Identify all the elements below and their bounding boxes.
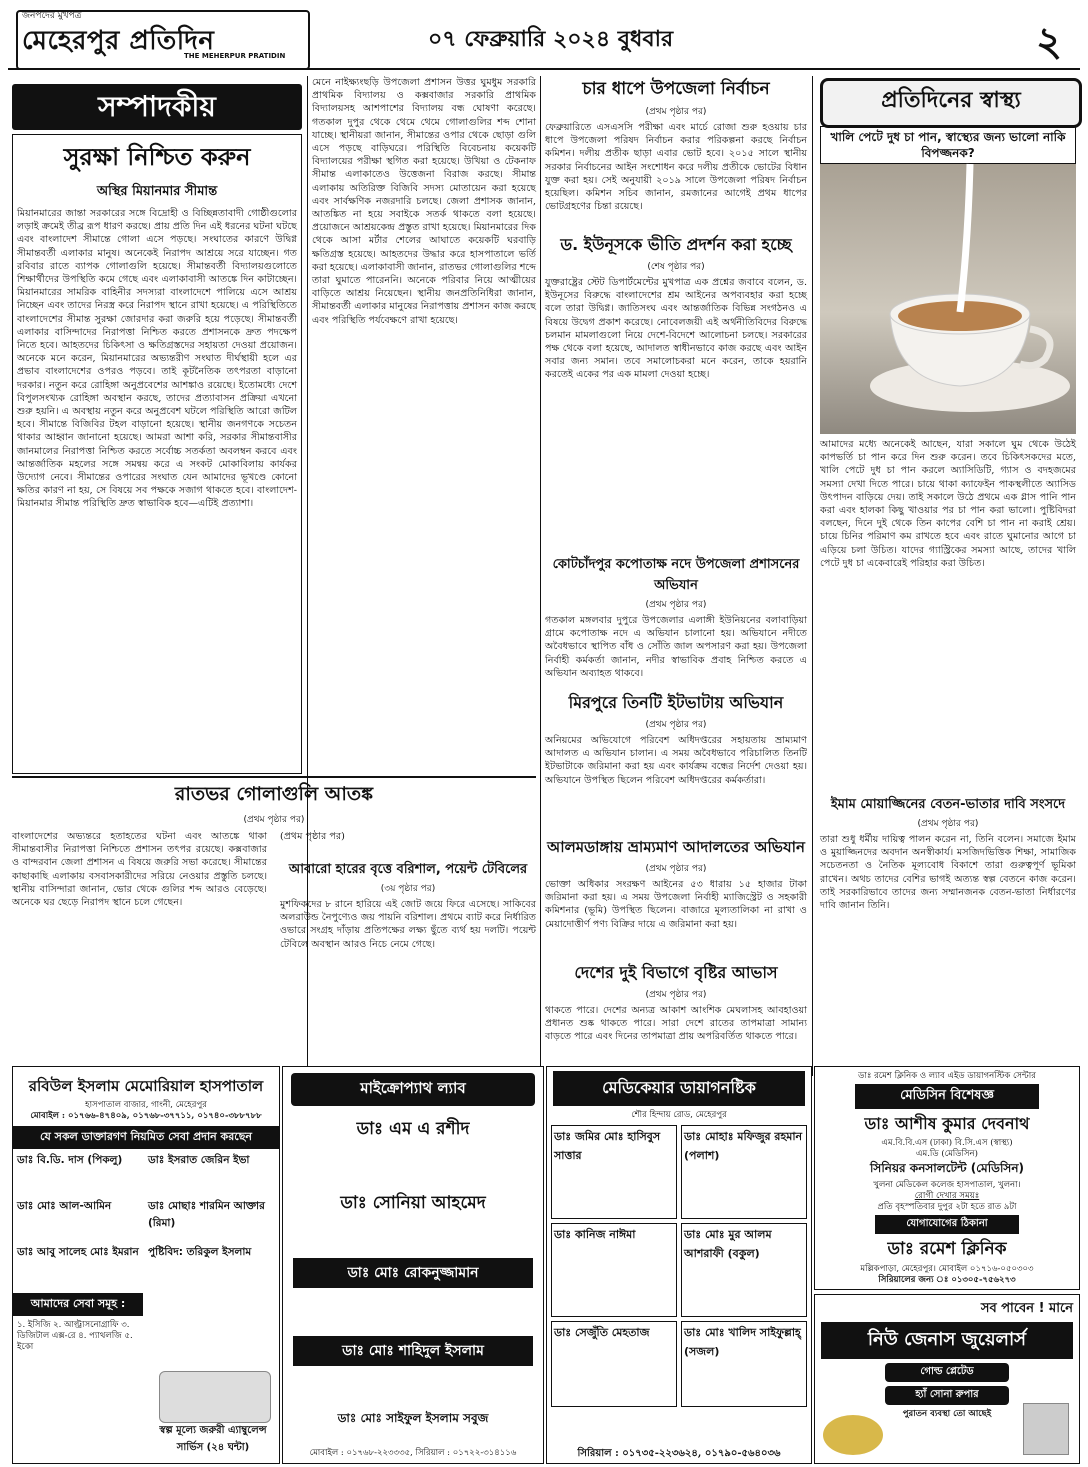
doctor-name: ডাঃ মোছাঃ শারমিন আক্তার (রিমা) [148, 1200, 265, 1229]
doctor-name: ডাঃ মোঃ মুর আলম আশরাফী (বকুল) [681, 1223, 807, 1317]
doctor-degree-2: এম.ডি (মেডিসিন) [916, 1149, 978, 1159]
masthead-tagline: জনপদের মুখপত্র [22, 11, 82, 21]
article-rain [545, 960, 807, 1060]
health-article [820, 438, 1076, 688]
ad-top: ডাঃ রমেশ ক্লিনিক ও ল্যাব এইড ডায়াগনস্টিক সেন্টার [858, 1071, 1036, 1081]
article-headline: ড. ইউনূসকে ভীতি প্রদর্শন করা হচ্ছে [560, 235, 792, 254]
ad-serial: সিরিয়াল : ০১৭৩৫-২২৩৬২৪, ০১৭৯০-৫৬৪০৩৬ [577, 1448, 781, 1459]
article-alamdanga [545, 836, 807, 956]
health-headline-box [820, 126, 1076, 164]
ad-phone: মোবাইল : ০১৭৬৬-৪৭৪০৯, ০১৭৬৮-৩৭৭১১, ০১৭৪০-৩৮৮৭৮৮ [30, 1111, 262, 1121]
doctor-name: ডাঃ এম এ রশীদ [356, 1119, 470, 1139]
health-body: আমাদের মধ্যে অনেকেই আছেন, যারা সকালে ঘুম থেকে উঠেই কাপভর্তি চা পান করে দিন শুরু করেন। তবে চিকিৎসকদের মতে, খালি পেটে দুধ চা পান করলে অ্যাসিডিটি, গ্যাস ও বদহজমের সমস্যা দেখা দিতে পারে। চায়ে থাকা ক্যাফেইন পাকস্থলীতে অ্যাসিড উৎপাদন বাড়িয়ে দেয়। তাই সকালে উঠে প্রথমে এক গ্লাস পানি পান করা এবং হালকা কিছু খাওয়ার পর চা পান করা ভালো। পুষ্টিবিদরা বলছেন, দিনে দুই থেকে তিন কাপের বেশি চা পান না করাই শ্রেয়। চায়ে চিনির পরিমাণ কম রাখতে হবে এবং রাতে ঘুমানোর আগে চা এড়িয়ে চলা উচিত। যাদের গ্যাস্ট্রিকের সমস্যা আছে, তাদের খালি পেটে দুধ চা একেবারেই পরিহার করা উচিত। [820, 439, 1076, 569]
ad-ramesh-clinic [814, 1066, 1080, 1290]
masthead [8, 6, 1080, 70]
article-mirpur [545, 690, 807, 830]
speciality: মেডিসিন বিশেষজ্ঞ [855, 1084, 1039, 1109]
ad-line: গোল্ড প্লেটেড [885, 1363, 1009, 1382]
jeweller-name: নিউ জেনাস জুয়েলার্স [821, 1322, 1073, 1359]
doctor-name: ডাঃ সোনিয়া আহমেদ [340, 1193, 486, 1213]
contact-label: যোগাযোগের ঠিকানা [875, 1215, 1019, 1234]
article-headline: আবারো হারের বৃত্তে বরিশাল, পয়েন্ট টেবিলের [288, 862, 528, 877]
services-list: ১. ইসিজি ২. আল্ট্রাসনোগ্রাফি ৩. ডিজিটাল এক্স-রে ৪. প্যাথলজি ৫. ইকো [17, 1320, 133, 1352]
article-continuation: (প্রথম পৃষ্ঠার পর) [645, 600, 707, 610]
editorial-subhead: অস্থির মিয়ানমার সীমান্ত [96, 184, 218, 199]
editorial-headline: সুরক্ষা নিশ্চিত করুন [63, 143, 251, 171]
article-continuation: (৩য় পৃষ্ঠার পর) [380, 884, 436, 894]
doctor-title: সিনিয়র কনসালটেন্ট (মেডিসিন) [870, 1161, 1024, 1175]
ad-line: পুরাতন ব্যবস্থা তো আছেই [902, 1409, 992, 1419]
doctor-name: ডাঃ মোঃ আল-আমিন [17, 1200, 112, 1212]
ad-tagline: সব পাবেন ! মানে [980, 1301, 1073, 1316]
article-continuation: (প্রথম পৃষ্ঠার পর) [243, 815, 305, 825]
news-column-2 [312, 76, 536, 776]
article-body: অনিয়মের অভিযোগে পরিবেশ অধিদপ্তরের সহায়তায় ভ্রাম্যমাণ আদালত এ অভিযান চালান। এ সময় অবৈধভাবে পরিচালিত তিনটি ইটভাটাকে জরিমানা করা হয় এবং কার্যক্রম বন্ধের নির্দেশ দেওয়া হয়। অভিযানে উপস্থিত ছিলেন পরিবেশ অধিদপ্তরের কর্মকর্তারা। [545, 735, 807, 786]
article-continuation: (প্রথম পৃষ্ঠার পর) [917, 819, 979, 829]
masthead-title: মেহেরপুর প্রতিদিন [22, 26, 215, 56]
article-continuation: (প্রথম পৃষ্ঠার পর) [645, 990, 707, 1000]
editorial-box [12, 134, 302, 774]
article-body: মুশফিকদের ৮ রানে হারিয়ে এই জোট জয়ে ফিরে এসেছে। সাকিবের অলরাউন্ড নৈপুণ্যেও জয় পায়নি বরিশাল। প্রথমে ব্যাট করে নির্ধারিত ওভারে সংগ্রহ দাঁড়ায় প্রতিপক্ষের লক্ষ্য ছুঁতে ব্যর্থ হয় দলটি। পয়েন্ট টেবিলে অবস্থান আরও নিচে নেমে গেছে। [280, 899, 536, 950]
doctor-name: ডাঃ মোহাঃ মফিজুর রহমান (পলাশ) [681, 1125, 807, 1219]
article-headline: চার ধাপে উপজেলা নির্বাচন [582, 79, 770, 99]
article-continuation: (প্রথম পৃষ্ঠার পর) [645, 864, 707, 874]
ad-address: শৌর হিন্দায় রোড, মেহেরপুর [631, 1110, 727, 1120]
ad-notice: যে সকল ডাক্তারগণ নিয়মিত সেবা প্রদান করছেন [13, 1126, 279, 1149]
ad-title: মেডিকেয়ার ডায়াগনষ্টিক [553, 1071, 805, 1106]
ambulance-service: স্বল্প মূল্যে জরুরী এ্যাম্বুলেন্স সার্ভিস (২৪ ঘন্টা) [159, 1425, 267, 1453]
doctor-name: ডাঃ বি.ডি. দাস (পিকলু) [17, 1154, 123, 1166]
visiting-time: প্রতি বৃহস্পতিবার দুপুর ২টা হতে রাত ৯টা [877, 1202, 1017, 1212]
doctor-name: ডাঃ মোঃ শাহিদুল ইসলাম [293, 1336, 533, 1366]
column-rule [540, 76, 541, 1076]
jewellery-icon [823, 1415, 883, 1455]
ad-title: মাইক্রোপ্যাথ ল্যাব [291, 1073, 535, 1106]
issue-date: ০৭ ফেব্রুয়ারি ২০২৪ বুধবার [428, 27, 674, 52]
doctor-name: ডাঃ মোঃ খালিদ সাইফুল্লাহ্ (সজল) [681, 1321, 807, 1407]
doctor-name: ডাঃ ইসরাত জেরিন ইভা [148, 1154, 250, 1166]
article-kopotakkho [545, 555, 807, 685]
time-label: রোগী দেখার সময়ঃ [914, 1191, 980, 1201]
article-body: ফেব্রুয়ারিতে এসএসসি পরীক্ষা এবং মার্চে রোজা শুরু হওয়ায় চার ধাপে উপজেলা পরিষদ নির্বাচন করার পরিকল্পনা করছে নির্বাচন কমিশন। দলীয় প্রতীক ছাড়া এবার ভোট হবে। ২০১৫ সালে স্থানীয় সরকার নির্বাচনের আইন সংশোধন করে দলীয় প্রতীকে ভোটের বিধান যুক্ত করা হয়। সেই অনুযায়ী ২০১৯ সালে উপজেলা পরিষদ নির্বাচন হয়েছিল। কমিশন সচিব জানান, রমজানের আগেই প্রথম ধাপের ভোটগ্রহণের চিন্তা রয়েছে। [545, 122, 807, 213]
article-barishal [280, 860, 536, 1060]
doctor-name: ডাঃ আশীষ কুমার দেবনাথ [864, 1114, 1030, 1133]
clinic-address: মল্লিকপাড়া, মেহেরপুর। মোবাইল ০১৭১৬-০৫০৩০৩ [860, 1264, 1034, 1274]
article-headline: আলমডাঙ্গায় ভ্রাম্যমাণ আদালতের অভিযান [547, 838, 805, 856]
ad-address: হাসপাতাল বাজার, গাংনী, মেহেরপুর [85, 1100, 207, 1110]
doctor-name: ডাঃ মোঃ রোকনুজ্জামান [293, 1258, 533, 1288]
article-body: থাকতে পারে। দেশের অন্যত্র আকাশ আংশিক মেঘলাসহ আবহাওয়া প্রধানত শুষ্ক থাকতে পারে। সারা দেশে রাতের তাপমাত্রা সামান্য বাড়তে পারে এবং দিনের তাপমাত্রা প্রায় অপরিবর্তিত থাকতে পারে। [545, 1005, 807, 1043]
article-yunus [545, 232, 807, 550]
clinic-serial: সিরিয়ালের জন্য ঃ ০১৩০৫-৭৫৬২৭৩ [878, 1275, 1016, 1285]
tea-cup-illustration [820, 164, 1076, 434]
ambulance-icon [159, 1371, 271, 1423]
article-imam [820, 795, 1076, 1035]
doctor-name: ডাঃ মোঃ সাইফুল ইসলাম সবুজ [337, 1411, 489, 1425]
tea-cup-photo [820, 164, 1076, 434]
article-body: ভোক্তা অধিকার সংরক্ষণ আইনের ৫৩ ধারায় ১৫ হাজার টাকা জরিমানা করা হয়। এ সময় উপজেলা নির্বাহী ম্যাজিস্ট্রেট ও সহকারী কমিশনার (ভূমি) উপস্থিত ছিলেন। বাজারে মূল্যতালিকা না রাখা ও মেয়াদোত্তীর্ণ পণ্য বিক্রির দায়ে এ জরিমানা করা হয়। [545, 879, 807, 930]
article-body: (প্রথম পৃষ্ঠার পর) [280, 831, 345, 842]
article-headline: ইমাম মোয়াজ্জিনের বেতন-ভাতার দাবি সংসদে [830, 797, 1066, 812]
column-2-body: মেনে নাইক্ষ্যংছড়ি উপজেলা প্রশাসন উত্তর ঘুমধুম সরকারি প্রাথমিক বিদ্যালয় ও কক্সবাজার সরকারি প্রাথমিক বিদ্যালয়সহ আশপাশের বিদ্যালয় বন্ধ ঘোষণা করেছে। গতকাল দুপুর থেকে থেমে থেমে গোলাগুলির শব্দ শোনা যাচ্ছে। স্থানীয়রা জানান, সীমান্তের ওপার থেকে ছোড়া গুলি এসে পড়ছে বাড়িঘরে। পরিস্থিতি বিবেচনায় কয়েকটি বিদ্যালয়ের পরীক্ষা স্থগিত করা হয়েছে। উখিয়া ও টেকনাফ সীমান্ত এলাকাতেও উত্তেজনা বিরাজ করছে। সীমান্ত এলাকায় অতিরিক্ত বিজিবি সদস্য মোতায়েন করা হয়েছে এবং সার্বক্ষণিক নজরদারি চলছে। জেলা প্রশাসক জানান, আতঙ্কিত না হয়ে সবাইকে সতর্ক থাকতে বলা হয়েছে। প্রয়োজনে আশ্রয়কেন্দ্র প্রস্তুত রাখা হয়েছে। মিয়ানমারের দিক থেকে আসা মর্টার শেলের আঘাতে কয়েকটি ঘরবাড়ি ক্ষতিগ্রস্ত হয়েছে। আহতদের উদ্ধার করে হাসপাতালে ভর্তি করা হয়েছে। এলাকাবাসী জানান, রাতভর গোলাগুলির শব্দে তারা ঘুমাতে পারেননি। অনেকে পরিবার নিয়ে আত্মীয়ের বাড়িতে আশ্রয় নিয়েছেন। স্থানীয় জনপ্রতিনিধিরা জানান, সীমান্তবর্তী এলাকার মানুষের নিরাপত্তায় প্রশাসন কাজ করছে এবং পরিস্থিতি পর্যবেক্ষণে রাখা হয়েছে। [312, 77, 536, 326]
ad-micropath-lab [282, 1066, 544, 1464]
health-banner: প্রতিদিনের স্বাস্থ্য [820, 78, 1082, 128]
article-continuation: (প্রথম পৃষ্ঠার পর) [645, 107, 707, 117]
article-body: যুক্তরাষ্ট্রের স্টেট ডিপার্টমেন্টের মুখপাত্র এক প্রশ্নের জবাবে বলেন, ড. ইউনূসের বিরুদ্ধে বাংলাদেশের শ্রম আইনের অপব্যবহার করা হচ্ছে বলে তারা উদ্বিগ্ন। জাতিসংঘ এবং আন্তর্জাতিক বিভিন্ন সংগঠনও এ বিষয়ে উদ্বেগ প্রকাশ করেছে। নোবেলজয়ী এই অর্থনীতিবিদের বিরুদ্ধে চলমান মামলাগুলো নিয়ে দেশে-বিদেশে আলোচনা চলছে। সরকারের পক্ষ থেকে বলা হয়েছে, আদালত স্বাধীনভাবে কাজ করছে এবং আইন সবার জন্য সমান। তবে সমালোচকরা মনে করেন, তাকে হয়রানি করতেই একের পর এক মামলা দেওয়া হচ্ছে। [545, 277, 807, 381]
article-rateri-body-left [12, 830, 267, 1062]
clinic-name: ডাঃ রমেশ ক্লিনিক [887, 1239, 1007, 1259]
editorial-body: মিয়ানমারের জান্তা সরকারের সঙ্গে বিদ্রোহী ও বিচ্ছিন্নতাবাদী গোষ্ঠীগুলোর লড়াই ক্রমেই তীব্র রূপ ধারণ করছে। প্রায় প্রতি দিন এই ধরনের ঘটনা ঘটছে এবং বাংলাদেশ সীমান্তে গোলা এসে পড়ছে। সংঘাতের কারণে উদ্বিগ্ন সীমান্তবর্তী এলাকার মানুষ। অনেকেই নিরাপদ আশ্রয়ে সরে যাচ্ছেন। গত রবিবার রাতে ব্যাপক গোলাগুলি হয়েছে। সীমান্তবর্তী বিদ্যালয়গুলোতে শিক্ষার্থীদের উপস্থিতি কমে গেছে এবং এলাকাবাসী আতঙ্কে দিন কাটাচ্ছেন। মিয়ানমারের সামরিক বাহিনীর সদস্যরা বাংলাদেশে পালিয়ে এসে আশ্রয় নিচ্ছেন এবং তাদের নিরস্ত্র করে নিরাপদ স্থানে রাখা হয়েছে। এ পরিস্থিতিতে বাংলাদেশের সীমান্ত সুরক্ষা জোরদার করা জরুরি হয়ে পড়েছে। সীমান্তবর্তী এলাকার বাসিন্দাদের নিরাপত্তা নিশ্চিত করতে প্রশাসনকে দ্রুত পদক্ষেপ নিতে হবে। আহতদের চিকিৎসা ও ক্ষতিগ্রস্তদের সহায়তা দেওয়া প্রয়োজন। অনেকে মনে করেন, মিয়ানমারের অভ্যন্তরীণ সংঘাত দীর্ঘস্থায়ী হলে এর প্রভাব বাংলাদেশের ওপরও পড়বে। তাই কূটনৈতিক তৎপরতা বাড়ানো দরকার। নতুন করে রোহিঙ্গা অনুপ্রবেশের আশঙ্কাও রয়েছে। ইতোমধ্যে দেশে বিপুলসংখ্যক রোহিঙ্গা অবস্থান করছে, তাদের প্রত্যাবাসন প্রক্রিয়া এখনো শুরু হয়নি। এ অবস্থায় নতুন করে অনুপ্রবেশ ঘটলে পরিস্থিতি আরো জটিল হবে। সীমান্তে বিজিবির টহল বাড়ানো হয়েছে। স্থানীয় জনগণকে সচেতন থাকার আহ্বান জানানো হয়েছে। আমরা আশা করি, সরকার সীমান্তবাসীর জানমালের নিরাপত্তা নিশ্চিত করতে সর্বোচ্চ সতর্কতা অবলম্বন করবে এবং আন্তর্জাতিক মহলের সঙ্গে সমন্বয় করে এ সংকট মোকাবিলায় কার্যকর উদ্যোগ নেবে। সীমান্তের ওপারের সংঘাত যেন আমাদের ভূখণ্ডে কোনো ক্ষতির কারণ না হয়, সে বিষয়ে সব পক্ষকে সজাগ থাকতে হবে। বাংলাদেশ-মিয়ানমার সীমান্ত পরিস্থিতি দ্রুত স্বাভাবিক হবে—এটিই প্রত্যাশা। [17, 208, 297, 510]
column-rule [812, 76, 813, 1076]
ad-line: হ্যাঁ সোনা রুপার [885, 1386, 1009, 1405]
masthead-title-english: THE MEHERPUR PRATIDIN [184, 52, 286, 60]
article-continuation: (শেষ পৃষ্ঠার পর) [647, 262, 705, 272]
article-upazila [545, 76, 807, 213]
article-body: গতকাল মঙ্গলবার দুপুরে উপজেলার এলাঙ্গী ইউনিয়নের বলাবাড়িয়া গ্রামে কপোতাক্ষ নদে এ অভিযান চালানো হয়। অভিযানে নদীতে অবৈধভাবে স্থাপিত বাঁধ ও সোঁতি জাল অপসারণ করা হয়। উপজেলা নির্বাহী কর্মকর্তা জানান, নদীর স্বাভাবিক প্রবাহ নিশ্চিত করতে এ অভিযান অব্যাহত থাকবে। [545, 615, 807, 679]
article-headline: রাতভর গোলাগুলি আতঙ্ক [174, 783, 374, 805]
article-headline: মিরপুরে তিনটি ইটভাটায় অভিযান [568, 693, 784, 712]
doctor-name: ডাঃ আবু সালেহ মোঃ ইমরান [17, 1246, 139, 1258]
doctor-name: ডাঃ জমির মোঃ হাসিবুস সাত্তার [551, 1125, 677, 1219]
ad-rabiul-hospital [12, 1066, 280, 1464]
doctor-hospital: খুলনা মেডিকেল কলেজ হাসপাতাল, খুলনা। [873, 1180, 1021, 1190]
ad-medicare-diagnostic [546, 1066, 812, 1464]
doctor-degree: এম.বি.বি.এস (ঢাকা) বি.সি.এস (স্বাস্থ্য) [881, 1138, 1013, 1148]
section-rule [12, 776, 536, 778]
article-body: তারা শুধু ধর্মীয় দায়িত্ব পালন করেন না, তিনি বলেন। সমাজে ইমাম ও মুয়াজ্জিনদের অবদান অনস্বীকার্য। মসজিদভিত্তিক শিক্ষা, সামাজিক সচেতনতা ও নৈতিক মূল্যবোধ বিকাশে তারা গুরুত্বপূর্ণ ভূমিকা রাখেন। অথচ তাদের বেশির ভাগই অত্যন্ত স্বল্প বেতনে কাজ করেন। তাই সরকারিভাবে তাদের জন্য সম্মানজনক বেতন-ভাতা নির্ধারণের দাবি জানান তিনি। [820, 834, 1076, 912]
doctor-name: ডাঃ সেজুঁতি মেহতাজ [551, 1321, 677, 1407]
health-headline: খালি পেটে দুধ চা পান, স্বাস্থ্যের জন্য ভালো নাকি বিপজ্জনক? [830, 130, 1066, 160]
article-continuation: (প্রথম পৃষ্ঠার পর) [645, 720, 707, 730]
ad-title: রবিউল ইসলাম মেমোরিয়াল হাসপাতাল [28, 1077, 264, 1095]
article-headline: দেশের দুই বিভাগে বৃষ্টির আভাস [574, 963, 778, 982]
services-title: আমাদের সেবা সমূহ : [13, 1293, 143, 1316]
doctor-name: ডাঃ কানিজ নাঈমা [551, 1223, 677, 1317]
editorial-banner: সম্পাদকীয় [12, 84, 302, 130]
page-number: ২ [1035, 19, 1062, 65]
ad-phone: মোবাইল : ০১৭৬৮-২২৩৩৩৫, সিরিয়াল : ০১৭২২-৩১৪১১৬ [309, 1448, 517, 1458]
avatar [1023, 1403, 1069, 1455]
article-headline: কোটচাঁদপুর কপোতাক্ষ নদে উপজেলা প্রশাসনের অভিযান [552, 557, 800, 593]
ad-jewellers [814, 1294, 1080, 1464]
article-body: বাংলাদেশের অভ্যন্তরে হতাহতের ঘটনা এবং আতঙ্কে থাকা সীমান্তবাসীর নিরাপত্তা নিশ্চিতে প্রশাসন তৎপর রয়েছে। কক্সবাজার ও বান্দরবান জেলা প্রশাসন এ বিষয়ে জরুরি সভা করেছে। সীমান্তের কাছাকাছি এলাকায় বসবাসকারীদের সরিয়ে নেওয়ার প্রস্তুতি চলছে। স্থানীয় বাসিন্দারা জানান, ভোর থেকে গুলির শব্দ আরও বেড়েছে। অনেকে ঘর ছেড়ে নিরাপদ স্থানে চলে গেছেন। [12, 831, 267, 909]
doctor-name: পুষ্টিবিদ: তরিকুল ইসলাম [148, 1246, 252, 1258]
